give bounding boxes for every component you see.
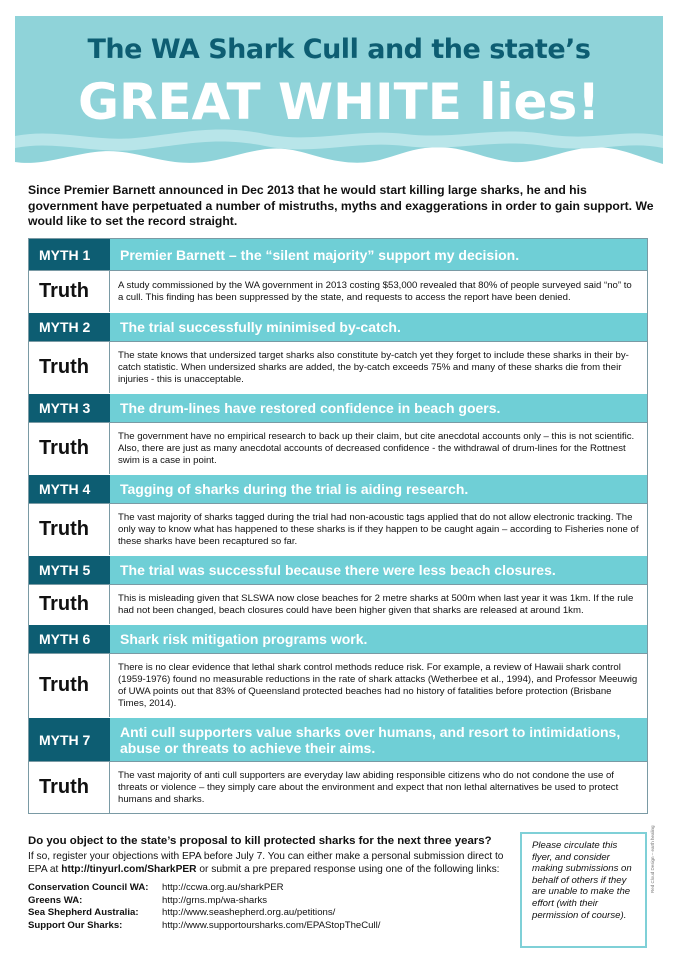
myth-statement: The drum-lines have restored confidence in beach goers.	[120, 400, 501, 416]
cta-question: Do you object to the state’s proposal to kill protected sharks for the next three years?	[28, 835, 492, 847]
truth-row	[29, 341, 647, 393]
link-url[interactable]: http://www.supportoursharks.com/EPAStopTheCull/	[162, 919, 381, 931]
link-row	[28, 907, 508, 920]
design-credit: Red Cloud Design – earth healing	[650, 825, 655, 893]
truth-row	[29, 270, 647, 312]
myth-statement: The trial successfully minimised by-catch.	[120, 319, 401, 335]
myth-label: MYTH 4	[29, 475, 110, 503]
truth-statement: The vast majority of sharks tagged during the trial had non-acoustic tags applied that do not allow electronic tracking. The only way to know what has happened to these sharks is if they happen to be caught again – according to Fisheries none of these sharks have been recaptured so far.	[118, 511, 639, 547]
submission-links	[28, 882, 508, 932]
myth-row	[29, 555, 647, 584]
myth-row	[29, 624, 647, 653]
myth-label: MYTH 5	[29, 556, 110, 584]
truth-label: Truth	[29, 271, 110, 312]
myth-statement: Shark risk mitigation programs work.	[120, 631, 368, 647]
truth-statement: This is misleading given that SLSWA now close beaches for 2 metre sharks at 500m when last year it was 1km. If the rule had not been changed, beach closures could have been higher given that sharks are released at around 1km.	[118, 592, 634, 616]
myth-statement: The trial was successful because there were less beach closures.	[120, 562, 556, 578]
register-pre: If so, register your objections with EPA before July 7. You can either make a personal submission direct to EPA at	[28, 851, 504, 875]
circulate-box: Please circulate this flyer, and consider making submissions on behalf of others if they are unable to make the effort (with their permission of course).	[520, 832, 647, 948]
link-organisation: Support Our Sharks:	[28, 919, 123, 931]
link-row	[28, 882, 508, 895]
link-url[interactable]: http://ccwa.org.au/sharkPER	[162, 882, 284, 893]
truth-row	[29, 422, 647, 474]
call-to-action	[28, 834, 508, 932]
headline-line-2: GREAT WHITE lies!	[77, 73, 601, 131]
link-organisation: Sea Shepherd Australia:	[28, 907, 139, 918]
header-banner	[15, 16, 663, 174]
truth-statement: A study commissioned by the WA government in 2013 costing $53,000 revealed that 80% of people surveyed said “no” to a cull. This finding has been suppressed by the state, and requests to access the report have been denied.	[118, 279, 632, 303]
link-url[interactable]: http://grns.mp/wa-sharks	[162, 894, 268, 906]
link-row	[28, 920, 508, 933]
truth-label: Truth	[29, 342, 110, 393]
myth-row	[29, 474, 647, 503]
myth-statement: Tagging of sharks during the trial is aiding research.	[120, 481, 469, 497]
truth-label: Truth	[29, 423, 110, 474]
truth-statement: The state knows that undersized target sharks also constitute by-catch yet they forget to include these sharks in their by-catch statistic. When undersized sharks are added, the by-catch exceeds 75% and many of these sharks die from their injuries - this is unacceptable.	[118, 349, 629, 385]
link-organisation: Greens WA:	[28, 894, 83, 906]
truth-label: Truth	[29, 654, 110, 717]
myth-truth-table	[28, 238, 648, 814]
truth-statement: The vast majority of anti cull supporters are everyday law abiding responsible citizens who do not condone the use of threats or violence – they simply care about the environment and expect that non lethal alternatives be used to protect humans and sharks.	[118, 769, 619, 805]
intro-paragraph: Since Premier Barnett announced in Dec 2013 that he would start killing large sharks, he and his government have perpetuated a number of mistruths, myths and exaggerations in order to gain support. We would like to set the record straight.	[28, 183, 654, 228]
myth-row	[29, 717, 647, 761]
myth-row	[29, 239, 647, 270]
link-row	[28, 895, 508, 908]
myth-label: MYTH 7	[29, 718, 110, 761]
truth-statement: There is no clear evidence that lethal shark control methods reduce risk. For example, a review of Hawaii shark control (1959-1976) found no measurable reductions in the rate of shark attacks (Wetherbee et al., 1994), and Professor Meeuwig of UWA points out that 83% of Queensland protected beaches had no history of fatalities before protection (Brisbane Times, 2014).	[118, 661, 638, 709]
link-url[interactable]: http://www.seashepherd.org.au/petitions/	[162, 907, 336, 918]
truth-label: Truth	[29, 762, 110, 813]
myth-statement: Premier Barnett – the “silent majority” support my decision.	[120, 246, 520, 263]
register-link[interactable]: http://tinyurl.com/SharkPER	[61, 863, 197, 875]
register-post: or submit a pre prepared response using one of the following links:	[196, 863, 500, 875]
truth-row	[29, 584, 647, 624]
truth-label: Truth	[29, 585, 110, 624]
truth-row	[29, 761, 647, 813]
headline-line-1: The WA Shark Cull and the state’s	[87, 34, 591, 65]
truth-row	[29, 653, 647, 717]
myth-row	[29, 393, 647, 422]
truth-label: Truth	[29, 504, 110, 555]
truth-statement: The government have no empirical research to back up their claim, but cite anecdotal accounts only – this is not scientific. Also, there are just as many anecdotal accounts of decreased confidence - the withdrawal of drum-lines for the Rottnest swim is a case in point.	[118, 430, 635, 466]
myth-label: MYTH 6	[29, 625, 110, 653]
myth-label: MYTH 1	[29, 239, 110, 270]
cta-register-text	[28, 851, 508, 876]
myth-statement: Anti cull supporters value sharks over humans, and resort to intimidations, abuse or threats to achieve their aims.	[120, 723, 621, 756]
myth-label: MYTH 3	[29, 394, 110, 422]
myth-row	[29, 312, 647, 341]
truth-row	[29, 503, 647, 555]
myth-label: MYTH 2	[29, 313, 110, 341]
link-organisation: Conservation Council WA:	[28, 882, 149, 893]
